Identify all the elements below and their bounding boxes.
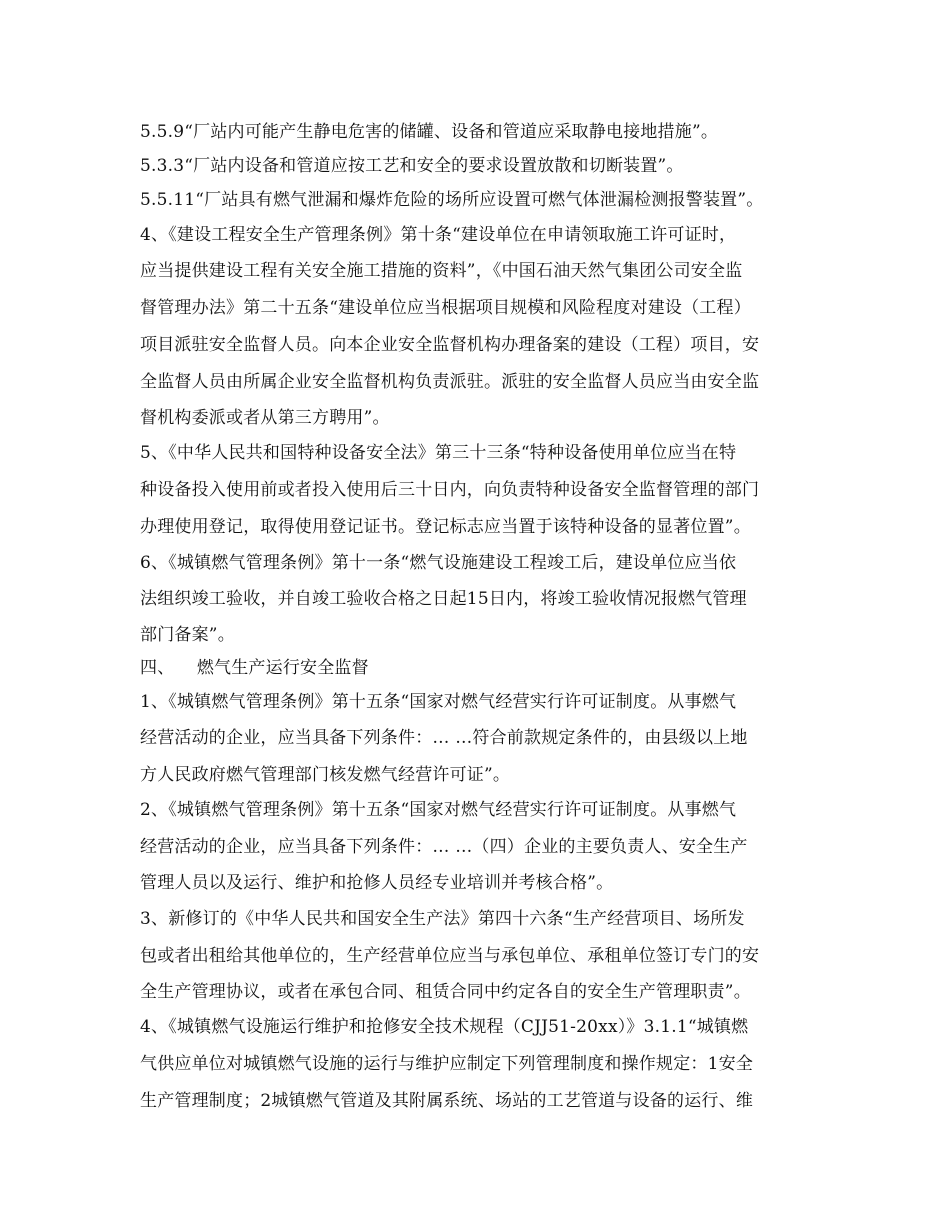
text-line: 5.5.9“厂站内可能产生静电危害的储罐、设备和管道应采取静电接地措施”。 [140, 122, 719, 142]
text-line: 5、《中华人民共和国特种设备安全法》第三十三条“特种设备使用单位应当在特 [140, 443, 737, 463]
text-line: 全监督人员由所属企业安全监督机构负责派驻。派驻的安全监督人员应当由安全监 [140, 372, 760, 392]
text-line: 2、《城镇燃气管理条例》第十五条“国家对燃气经营实行许可证制度。从事燃气 [140, 800, 737, 820]
text-line: 法组织竣工验收，并自竣工验收合格之日起15日内，将竣工验收情况报燃气管理 [140, 589, 747, 609]
section-heading: 四、 燃气生产运行安全监督 [140, 658, 369, 678]
text-line: 气供应单位对城镇燃气设施的运行与维护应制定下列管理制度和操作规定：1安全 [140, 1054, 754, 1074]
text-line: 6、《城镇燃气管理条例》第十一条“燃气设施建设工程竣工后，建设单位应当依 [140, 553, 737, 573]
text-line: 项目派驻安全监督人员。向本企业安全监督机构办理备案的建设（工程）项目，安 [140, 335, 760, 355]
text-line: 部门备案”。 [140, 625, 235, 645]
text-line: 经营活动的企业，应当具备下列条件：… …（四）企业的主要负责人、安全生产 [140, 837, 748, 857]
text-line: 生产管理制度；2城镇燃气管道及其附属系统、场站的工艺管道与设备的运行、维 [140, 1091, 754, 1111]
text-line: 4、《建设工程安全生产管理条例》第十条“建设单位在申请领取施工许可证时， [140, 225, 737, 245]
text-line: 1、《城镇燃气管理条例》第十五条“国家对燃气经营实行许可证制度。从事燃气 [140, 692, 737, 712]
text-line: 管理人员以及运行、维护和抢修人员经专业培训并考核合格”。 [140, 873, 614, 893]
text-line: 办理使用登记，取得使用登记证书。登记标志应当置于该特种设备的显著位置”。 [140, 517, 751, 537]
text-line: 督机构委派或者从第三方聘用”。 [140, 408, 390, 428]
text-line: 4、《城镇燃气设施运行维护和抢修安全技术规程（CJJ51-20xx）》3.1.1“城镇燃 [140, 1017, 749, 1037]
text-line: 包或者出租给其他单位的，生产经营单位应当与承包单位、承租单位签订专门的安 [140, 946, 760, 966]
text-line: 5.5.11“厂站具有燃气泄漏和爆炸危险的场所应设置可燃气体泄漏检测报警装置”。 [140, 190, 764, 210]
text-line: 督管理办法》第二十五条“建设单位应当根据项目规模和风险程度对建设（工程） [140, 298, 751, 318]
text-line: 应当提供建设工程有关安全施工措施的资料”，《中国石油天然气集团公司安全监 [140, 261, 743, 281]
text-line: 经营活动的企业，应当具备下列条件：… …符合前款规定条件的，由县级以上地 [140, 728, 748, 748]
text-line: 全生产管理协议，或者在承包合同、租赁合同中约定各自的安全生产管理职责”。 [140, 982, 751, 1002]
text-line: 方人民政府燃气管理部门核发燃气经营许可证”。 [140, 765, 511, 785]
text-line: 种设备投入使用前或者投入使用后三十日内，向负责特种设备安全监督管理的部门 [140, 480, 760, 500]
text-line: 3、新修订的《中华人民共和国安全生产法》第四十六条“生产经营项目、场所发 [140, 909, 745, 929]
text-line: 5.3.3“厂站内设备和管道应按工艺和安全的要求设置放散和切断装置”。 [140, 156, 684, 176]
